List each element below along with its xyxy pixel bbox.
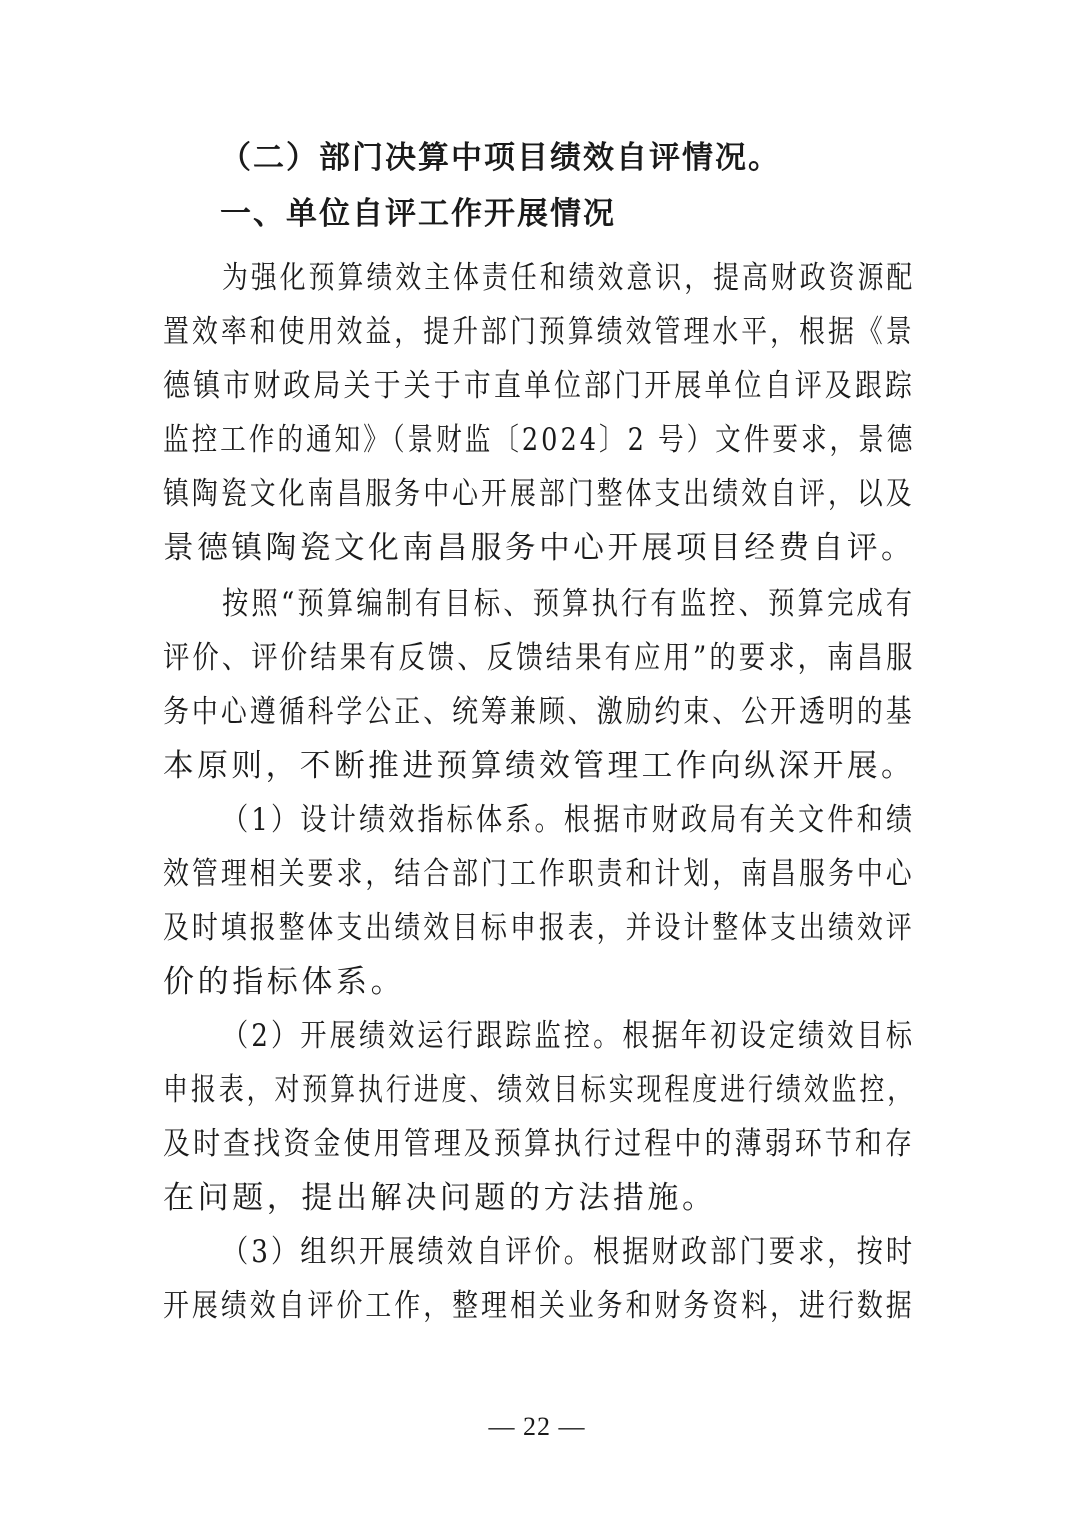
subsection-heading: 一、单位自评工作开展情况 [220, 196, 616, 232]
paragraph-line: （1）设计绩效指标体系。根据市财政局有关文件和绩 [222, 802, 916, 838]
paragraph-line: 监控工作的通知》（景财监〔2024〕2 号）文件要求，景德 [163, 422, 916, 458]
paragraph-line: 及时填报整体支出绩效目标申报表，并设计整体支出绩效评 [163, 910, 915, 946]
page-number: — 22 — [488, 1412, 586, 1441]
paragraph-line: 价的指标体系。 [163, 964, 406, 1000]
paragraph-line: （2）开展绩效运行跟踪监控。根据年初设定绩效目标 [222, 1018, 916, 1054]
paragraph-line: 申报表，对预算执行进度、绩效目标实现程度进行绩效监控， [163, 1072, 916, 1108]
paragraph-line: 置效率和使用效益，提升部门预算绩效管理水平，根据《景 [163, 314, 915, 350]
paragraph-line: 评价、评价结果有反馈、反馈结果有应用”的要求，南昌服 [163, 640, 916, 676]
paragraph-line: （3）组织开展绩效自评价。根据财政部门要求，按时 [222, 1234, 916, 1270]
paragraph-line: 效管理相关要求，结合部门工作职责和计划，南昌服务中心 [163, 856, 915, 892]
paragraph-line: 在问题，提出解决问题的方法措施。 [163, 1180, 717, 1216]
paragraph-line: 德镇市财政局关于关于市直单位部门开展单位自评及跟踪 [163, 368, 916, 404]
paragraph-line: 本原则，不断推进预算绩效管理工作向纵深开展。 [163, 748, 916, 784]
paragraph-line: 景德镇陶瓷文化南昌服务中心开展项目经费自评。 [163, 530, 916, 566]
paragraph-line: 为强化预算绩效主体责任和绩效意识，提高财政资源配 [222, 260, 916, 296]
paragraph-line: 务中心遵循科学公正、统筹兼顾、激励约束、公开透明的基 [163, 694, 915, 730]
paragraph-line: 按照“预算编制有目标、预算执行有监控、预算完成有 [222, 586, 916, 622]
paragraph-line: 开展绩效自评价工作，整理相关业务和财务资料，进行数据 [163, 1288, 915, 1324]
paragraph-line: 及时查找资金使用管理及预算执行过程中的薄弱环节和存 [163, 1126, 916, 1162]
paragraph-line: 镇陶瓷文化南昌服务中心开展部门整体支出绩效自评，以及 [163, 476, 915, 512]
section-heading: （二）部门决算中项目绩效自评情况。 [220, 140, 781, 176]
